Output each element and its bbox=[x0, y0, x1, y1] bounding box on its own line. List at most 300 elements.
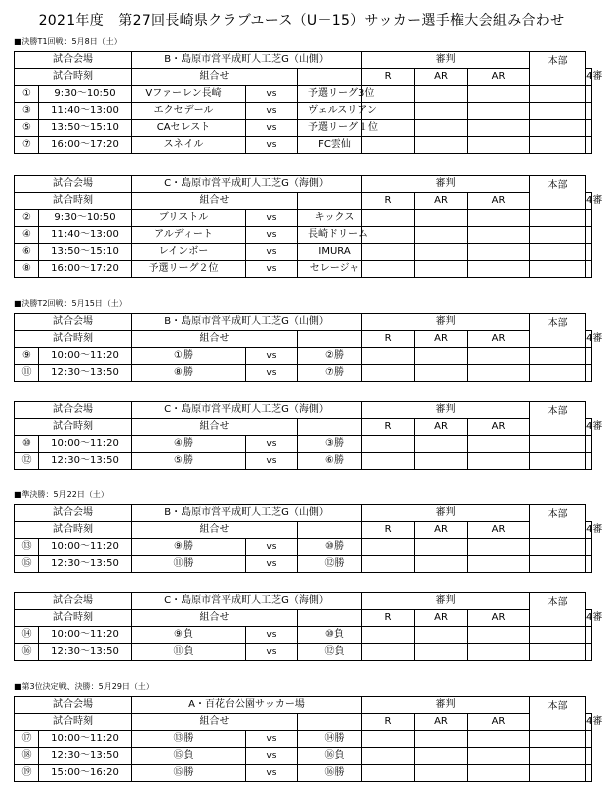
home-team: ⑤勝 bbox=[132, 453, 246, 470]
referee-r-cell bbox=[362, 348, 415, 365]
blank-cell bbox=[298, 610, 362, 627]
home-team: ⑪勝 bbox=[132, 556, 246, 573]
hq-cell bbox=[586, 137, 592, 154]
referee-4th-cell bbox=[530, 137, 586, 154]
referee-4th-cell bbox=[530, 644, 586, 661]
referee-ar1-cell bbox=[415, 748, 468, 765]
hq-label: 本部 bbox=[530, 505, 586, 539]
versus: vs bbox=[246, 244, 298, 261]
referee-ar2-label: AR bbox=[468, 522, 530, 539]
hq-cell bbox=[586, 748, 592, 765]
home-team: ⑧勝 bbox=[132, 365, 246, 382]
hq-cell bbox=[586, 731, 592, 748]
hq-cell bbox=[586, 261, 592, 278]
referee-ar2-cell bbox=[468, 137, 530, 154]
away-team: 予選リーグ3位 bbox=[298, 86, 362, 103]
referee-ar2-cell bbox=[468, 627, 530, 644]
referee-r-cell bbox=[362, 539, 415, 556]
referee-4th-cell bbox=[530, 539, 586, 556]
referee-4th-cell bbox=[530, 261, 586, 278]
time-label: 試合時刻 bbox=[15, 522, 132, 539]
hq-cell bbox=[586, 765, 592, 782]
hq-label: 本部 bbox=[530, 697, 586, 731]
referee-label: 審判 bbox=[362, 505, 530, 522]
referee-ar2-cell bbox=[468, 261, 530, 278]
referee-4th-label: 4審 bbox=[586, 69, 592, 86]
referee-ar1-label: AR bbox=[415, 331, 468, 348]
match-row bbox=[15, 731, 592, 748]
referee-4th-cell bbox=[530, 453, 586, 470]
away-team: IMURA bbox=[298, 244, 362, 261]
referee-r-label: R bbox=[362, 193, 415, 210]
versus: vs bbox=[246, 120, 298, 137]
home-team: ⑨負 bbox=[132, 627, 246, 644]
header-row bbox=[15, 522, 592, 539]
referee-ar2-cell bbox=[468, 765, 530, 782]
versus: vs bbox=[246, 436, 298, 453]
away-team: ⑥勝 bbox=[298, 453, 362, 470]
venue-name: B・島原市営平成町人工芝G（山側） bbox=[132, 314, 362, 331]
match-number: ⑰ bbox=[15, 731, 39, 748]
versus: vs bbox=[246, 731, 298, 748]
referee-ar1-cell bbox=[415, 539, 468, 556]
hq-label: 本部 bbox=[530, 402, 586, 436]
match-row bbox=[15, 120, 592, 137]
home-team: ⑪負 bbox=[132, 644, 246, 661]
time-label: 試合時刻 bbox=[15, 610, 132, 627]
match-time: 9:30～10:50 bbox=[39, 86, 132, 103]
referee-r-cell bbox=[362, 627, 415, 644]
versus: vs bbox=[246, 137, 298, 154]
venue-label: 試合会場 bbox=[15, 505, 132, 522]
referee-ar1-cell bbox=[415, 244, 468, 261]
referee-4th-cell bbox=[530, 348, 586, 365]
match-number: ⑭ bbox=[15, 627, 39, 644]
referee-r-label: R bbox=[362, 331, 415, 348]
match-time: 11:40～13:00 bbox=[39, 103, 132, 120]
referee-r-cell bbox=[362, 244, 415, 261]
match-time: 12:30～13:50 bbox=[39, 365, 132, 382]
match-row bbox=[15, 748, 592, 765]
time-label: 試合時刻 bbox=[15, 714, 132, 731]
referee-ar1-cell bbox=[415, 86, 468, 103]
match-number: ⑫ bbox=[15, 453, 39, 470]
referee-label: 審判 bbox=[362, 314, 530, 331]
versus: vs bbox=[246, 365, 298, 382]
away-team: FC雲仙 bbox=[298, 137, 362, 154]
referee-ar2-label: AR bbox=[468, 610, 530, 627]
referee-ar1-cell bbox=[415, 348, 468, 365]
home-team: ④勝 bbox=[132, 436, 246, 453]
referee-r-cell bbox=[362, 261, 415, 278]
section-heading: ■準決勝：5月22日（土） bbox=[14, 490, 109, 499]
away-team: ⑩負 bbox=[298, 627, 362, 644]
schedule-table bbox=[14, 313, 603, 382]
schedule-table bbox=[14, 592, 603, 661]
match-row bbox=[15, 227, 592, 244]
versus: vs bbox=[246, 765, 298, 782]
venue-label: 試合会場 bbox=[15, 697, 132, 714]
versus: vs bbox=[246, 227, 298, 244]
home-team: ブリストル bbox=[132, 210, 246, 227]
away-team: キックス bbox=[298, 210, 362, 227]
venue-name: A・百花台公園サッカー場 bbox=[132, 697, 362, 714]
referee-r-cell bbox=[362, 210, 415, 227]
matchup-label: 組合せ bbox=[132, 714, 298, 731]
match-row bbox=[15, 436, 592, 453]
hq-cell bbox=[586, 210, 592, 227]
blank-cell bbox=[298, 69, 362, 86]
match-row bbox=[15, 453, 592, 470]
matchup-label: 組合せ bbox=[132, 331, 298, 348]
versus: vs bbox=[246, 86, 298, 103]
referee-r-cell bbox=[362, 436, 415, 453]
matchup-label: 組合せ bbox=[132, 69, 298, 86]
match-time: 10:00～11:20 bbox=[39, 731, 132, 748]
match-number: ⑨ bbox=[15, 348, 39, 365]
referee-ar1-cell bbox=[415, 765, 468, 782]
referee-r-label: R bbox=[362, 522, 415, 539]
referee-ar2-cell bbox=[468, 103, 530, 120]
home-team: アルディート bbox=[132, 227, 246, 244]
referee-4th-label: 4審 bbox=[586, 331, 592, 348]
match-number: ⑲ bbox=[15, 765, 39, 782]
referee-label: 審判 bbox=[362, 593, 530, 610]
match-row bbox=[15, 137, 592, 154]
home-team: 予選リーグ２位 bbox=[132, 261, 246, 278]
schedule-table bbox=[14, 175, 603, 278]
venue-row bbox=[15, 505, 592, 522]
header-row bbox=[15, 714, 592, 731]
referee-ar2-cell bbox=[468, 644, 530, 661]
match-row bbox=[15, 539, 592, 556]
venue-label: 試合会場 bbox=[15, 402, 132, 419]
page-title: 2021年度 第27回長崎県クラブユース（U－15）サッカー選手権大会組み合わせ bbox=[38, 13, 565, 29]
home-team: CAセレスト bbox=[132, 120, 246, 137]
match-number: ⑧ bbox=[15, 261, 39, 278]
referee-ar1-cell bbox=[415, 210, 468, 227]
match-row bbox=[15, 103, 592, 120]
header-row bbox=[15, 331, 592, 348]
venue-label: 試合会場 bbox=[15, 593, 132, 610]
referee-ar1-cell bbox=[415, 365, 468, 382]
blank-cell bbox=[298, 193, 362, 210]
header-row bbox=[15, 193, 592, 210]
venue-name: B・島原市営平成町人工芝G（山側） bbox=[132, 505, 362, 522]
referee-4th-cell bbox=[530, 103, 586, 120]
time-label: 試合時刻 bbox=[15, 331, 132, 348]
match-number: ⑱ bbox=[15, 748, 39, 765]
time-label: 試合時刻 bbox=[15, 69, 132, 86]
referee-r-cell bbox=[362, 748, 415, 765]
referee-ar2-cell bbox=[468, 731, 530, 748]
referee-4th-label: 4審 bbox=[586, 610, 592, 627]
home-team: ①勝 bbox=[132, 348, 246, 365]
referee-4th-cell bbox=[530, 120, 586, 137]
match-number: ⑮ bbox=[15, 556, 39, 573]
referee-ar1-cell bbox=[415, 120, 468, 137]
versus: vs bbox=[246, 453, 298, 470]
referee-4th-cell bbox=[530, 210, 586, 227]
referee-ar2-cell bbox=[468, 120, 530, 137]
venue-row bbox=[15, 697, 592, 714]
referee-4th-cell bbox=[530, 365, 586, 382]
match-row bbox=[15, 261, 592, 278]
match-time: 11:40～13:00 bbox=[39, 227, 132, 244]
match-time: 10:00～11:20 bbox=[39, 539, 132, 556]
match-number: ⑬ bbox=[15, 539, 39, 556]
match-time: 15:00～16:20 bbox=[39, 765, 132, 782]
match-number: ⑯ bbox=[15, 644, 39, 661]
referee-ar2-label: AR bbox=[468, 193, 530, 210]
referee-4th-cell bbox=[530, 627, 586, 644]
venue-name: C・島原市営平成町人工芝G（海側） bbox=[132, 593, 362, 610]
referee-ar1-cell bbox=[415, 137, 468, 154]
match-number: ⑦ bbox=[15, 137, 39, 154]
match-time: 10:00～11:20 bbox=[39, 348, 132, 365]
versus: vs bbox=[246, 103, 298, 120]
matchup-label: 組合せ bbox=[132, 419, 298, 436]
match-time: 10:00～11:20 bbox=[39, 436, 132, 453]
venue-row bbox=[15, 402, 592, 419]
referee-ar1-cell bbox=[415, 261, 468, 278]
hq-cell bbox=[586, 103, 592, 120]
referee-ar1-cell bbox=[415, 103, 468, 120]
referee-ar2-cell bbox=[468, 210, 530, 227]
referee-ar2-label: AR bbox=[468, 419, 530, 436]
away-team: 長崎ドリーム bbox=[298, 227, 362, 244]
referee-ar1-cell bbox=[415, 227, 468, 244]
blank-cell bbox=[298, 714, 362, 731]
venue-label: 試合会場 bbox=[15, 52, 132, 69]
venue-name: C・島原市営平成町人工芝G（海側） bbox=[132, 402, 362, 419]
venue-row bbox=[15, 314, 592, 331]
referee-ar1-cell bbox=[415, 436, 468, 453]
hq-cell bbox=[586, 86, 592, 103]
home-team: スネイル bbox=[132, 137, 246, 154]
hq-label: 本部 bbox=[530, 593, 586, 627]
venue-name: C・島原市営平成町人工芝G（海側） bbox=[132, 176, 362, 193]
away-team: ③勝 bbox=[298, 436, 362, 453]
header-row bbox=[15, 610, 592, 627]
schedule-table bbox=[14, 504, 603, 573]
away-team: ⑭勝 bbox=[298, 731, 362, 748]
away-team: ⑦勝 bbox=[298, 365, 362, 382]
referee-ar1-label: AR bbox=[415, 610, 468, 627]
referee-ar1-cell bbox=[415, 453, 468, 470]
referee-label: 審判 bbox=[362, 52, 530, 69]
home-team: Vファーレン長崎 bbox=[132, 86, 246, 103]
referee-ar1-label: AR bbox=[415, 522, 468, 539]
referee-r-label: R bbox=[362, 69, 415, 86]
referee-r-cell bbox=[362, 227, 415, 244]
venue-label: 試合会場 bbox=[15, 176, 132, 193]
match-time: 13:50～15:10 bbox=[39, 244, 132, 261]
referee-label: 審判 bbox=[362, 176, 530, 193]
hq-label: 本部 bbox=[530, 52, 586, 86]
referee-4th-cell bbox=[530, 731, 586, 748]
away-team: ⑫負 bbox=[298, 644, 362, 661]
match-row bbox=[15, 627, 592, 644]
hq-cell bbox=[586, 556, 592, 573]
referee-4th-label: 4審 bbox=[586, 522, 592, 539]
hq-cell bbox=[586, 539, 592, 556]
venue-row bbox=[15, 593, 592, 610]
away-team: ②勝 bbox=[298, 348, 362, 365]
match-number: ① bbox=[15, 86, 39, 103]
match-time: 10:00～11:20 bbox=[39, 627, 132, 644]
match-row bbox=[15, 244, 592, 261]
home-team: ⑬勝 bbox=[132, 731, 246, 748]
referee-ar1-label: AR bbox=[415, 69, 468, 86]
away-team: セレージャ bbox=[298, 261, 362, 278]
venue-row bbox=[15, 176, 592, 193]
referee-r-label: R bbox=[362, 714, 415, 731]
hq-cell bbox=[586, 244, 592, 261]
match-number: ⑤ bbox=[15, 120, 39, 137]
match-row bbox=[15, 556, 592, 573]
referee-label: 審判 bbox=[362, 402, 530, 419]
schedule-table bbox=[14, 401, 603, 470]
referee-ar1-label: AR bbox=[415, 419, 468, 436]
referee-4th-cell bbox=[530, 244, 586, 261]
hq-label: 本部 bbox=[530, 314, 586, 348]
referee-r-cell bbox=[362, 644, 415, 661]
section-heading: ■決勝T2回戦：5月15日（土） bbox=[14, 299, 127, 308]
referee-4th-cell bbox=[530, 227, 586, 244]
hq-cell bbox=[586, 120, 592, 137]
match-row bbox=[15, 210, 592, 227]
referee-4th-label: 4審 bbox=[586, 714, 592, 731]
match-number: ⑩ bbox=[15, 436, 39, 453]
referee-r-label: R bbox=[362, 419, 415, 436]
hq-cell bbox=[586, 348, 592, 365]
away-team: ⑯勝 bbox=[298, 765, 362, 782]
versus: vs bbox=[246, 556, 298, 573]
referee-ar2-cell bbox=[468, 365, 530, 382]
home-team: ⑨勝 bbox=[132, 539, 246, 556]
referee-4th-cell bbox=[530, 436, 586, 453]
referee-ar2-cell bbox=[468, 348, 530, 365]
referee-ar2-cell bbox=[468, 453, 530, 470]
hq-cell bbox=[586, 436, 592, 453]
away-team: ⑫勝 bbox=[298, 556, 362, 573]
referee-ar2-cell bbox=[468, 436, 530, 453]
versus: vs bbox=[246, 644, 298, 661]
hq-cell bbox=[586, 644, 592, 661]
referee-ar2-label: AR bbox=[468, 331, 530, 348]
referee-r-cell bbox=[362, 765, 415, 782]
referee-4th-cell bbox=[530, 86, 586, 103]
referee-4th-cell bbox=[530, 765, 586, 782]
referee-label: 審判 bbox=[362, 697, 530, 714]
blank-cell bbox=[298, 419, 362, 436]
hq-cell bbox=[586, 365, 592, 382]
away-team: ⑩勝 bbox=[298, 539, 362, 556]
section-heading: ■決勝T1回戦：5月8日（土） bbox=[14, 37, 122, 46]
referee-ar2-cell bbox=[468, 556, 530, 573]
matchup-label: 組合せ bbox=[132, 610, 298, 627]
match-number: ④ bbox=[15, 227, 39, 244]
matchup-label: 組合せ bbox=[132, 522, 298, 539]
home-team: ⑮勝 bbox=[132, 765, 246, 782]
match-row bbox=[15, 765, 592, 782]
match-number: ⑥ bbox=[15, 244, 39, 261]
referee-ar1-label: AR bbox=[415, 193, 468, 210]
referee-4th-cell bbox=[530, 556, 586, 573]
schedule-table bbox=[14, 51, 603, 154]
versus: vs bbox=[246, 261, 298, 278]
referee-r-cell bbox=[362, 556, 415, 573]
away-team: ヴェルスリアン bbox=[298, 103, 362, 120]
versus: vs bbox=[246, 539, 298, 556]
referee-ar2-label: AR bbox=[468, 714, 530, 731]
referee-ar2-cell bbox=[468, 539, 530, 556]
match-time: 13:50～15:10 bbox=[39, 120, 132, 137]
match-row bbox=[15, 365, 592, 382]
match-time: 12:30～13:50 bbox=[39, 748, 132, 765]
blank-cell bbox=[298, 522, 362, 539]
home-team: レインボー bbox=[132, 244, 246, 261]
venue-row bbox=[15, 52, 592, 69]
referee-ar1-label: AR bbox=[415, 714, 468, 731]
schedule-table bbox=[14, 696, 603, 782]
referee-4th-cell bbox=[530, 748, 586, 765]
time-label: 試合時刻 bbox=[15, 419, 132, 436]
hq-cell bbox=[586, 627, 592, 644]
hq-cell bbox=[586, 453, 592, 470]
referee-ar2-label: AR bbox=[468, 69, 530, 86]
referee-r-cell bbox=[362, 731, 415, 748]
match-time: 12:30～13:50 bbox=[39, 644, 132, 661]
referee-r-cell bbox=[362, 453, 415, 470]
venue-label: 試合会場 bbox=[15, 314, 132, 331]
hq-label: 本部 bbox=[530, 176, 586, 210]
away-team: ⑯負 bbox=[298, 748, 362, 765]
referee-r-cell bbox=[362, 137, 415, 154]
referee-4th-label: 4審 bbox=[586, 193, 592, 210]
match-number: ③ bbox=[15, 103, 39, 120]
referee-ar1-cell bbox=[415, 644, 468, 661]
venue-name: B・島原市営平成町人工芝G（山側） bbox=[132, 52, 362, 69]
header-row bbox=[15, 419, 592, 436]
versus: vs bbox=[246, 210, 298, 227]
section-heading: ■第3位決定戦、決勝：5月29日（土） bbox=[14, 682, 154, 691]
versus: vs bbox=[246, 627, 298, 644]
match-row bbox=[15, 644, 592, 661]
referee-4th-label: 4審 bbox=[586, 419, 592, 436]
match-time: 16:00～17:20 bbox=[39, 261, 132, 278]
referee-ar1-cell bbox=[415, 731, 468, 748]
match-row bbox=[15, 348, 592, 365]
referee-ar1-cell bbox=[415, 556, 468, 573]
header-row bbox=[15, 69, 592, 86]
hq-cell bbox=[586, 227, 592, 244]
match-time: 9:30～10:50 bbox=[39, 210, 132, 227]
match-time: 16:00～17:20 bbox=[39, 137, 132, 154]
referee-ar2-cell bbox=[468, 748, 530, 765]
referee-ar2-cell bbox=[468, 86, 530, 103]
home-team: ⑮負 bbox=[132, 748, 246, 765]
referee-ar1-cell bbox=[415, 627, 468, 644]
referee-ar2-cell bbox=[468, 227, 530, 244]
time-label: 試合時刻 bbox=[15, 193, 132, 210]
away-team: 予選リーグ１位 bbox=[298, 120, 362, 137]
versus: vs bbox=[246, 748, 298, 765]
blank-cell bbox=[298, 331, 362, 348]
matchup-label: 組合せ bbox=[132, 193, 298, 210]
referee-r-label: R bbox=[362, 610, 415, 627]
